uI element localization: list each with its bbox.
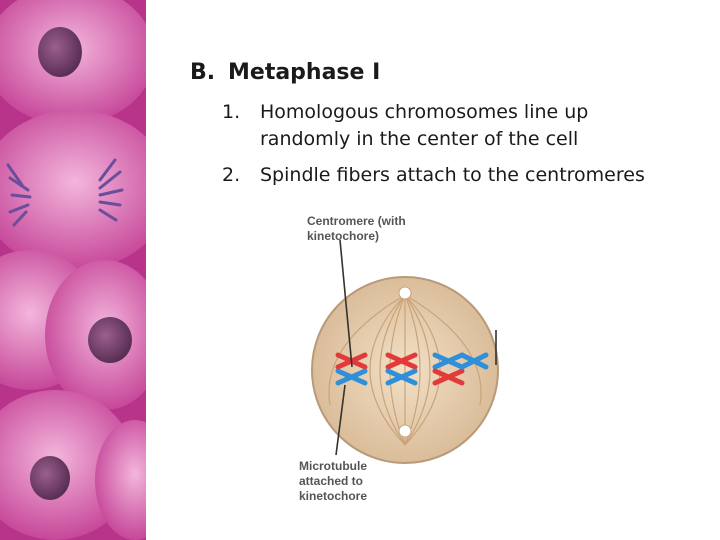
microtubule-label: Microtubule attached to kinetochore bbox=[299, 459, 368, 503]
centrosome-top bbox=[399, 287, 411, 299]
heading-number: B. bbox=[190, 60, 216, 85]
heading-text: Metaphase I bbox=[228, 60, 381, 85]
centrosome-bottom bbox=[399, 425, 411, 437]
list-item-number: 2. bbox=[222, 164, 241, 186]
list-item-text: Spindle fibers attach to the centromeres bbox=[260, 164, 645, 186]
centromere-label: Centromere (with kinetochore) bbox=[307, 214, 406, 243]
list-item-number: 1. bbox=[222, 101, 241, 123]
cell-tissue-image bbox=[0, 0, 146, 540]
list-item-text: Homologous chromosomes line up randomly in the center of the cell bbox=[260, 101, 589, 150]
slide-heading bbox=[190, 60, 380, 85]
